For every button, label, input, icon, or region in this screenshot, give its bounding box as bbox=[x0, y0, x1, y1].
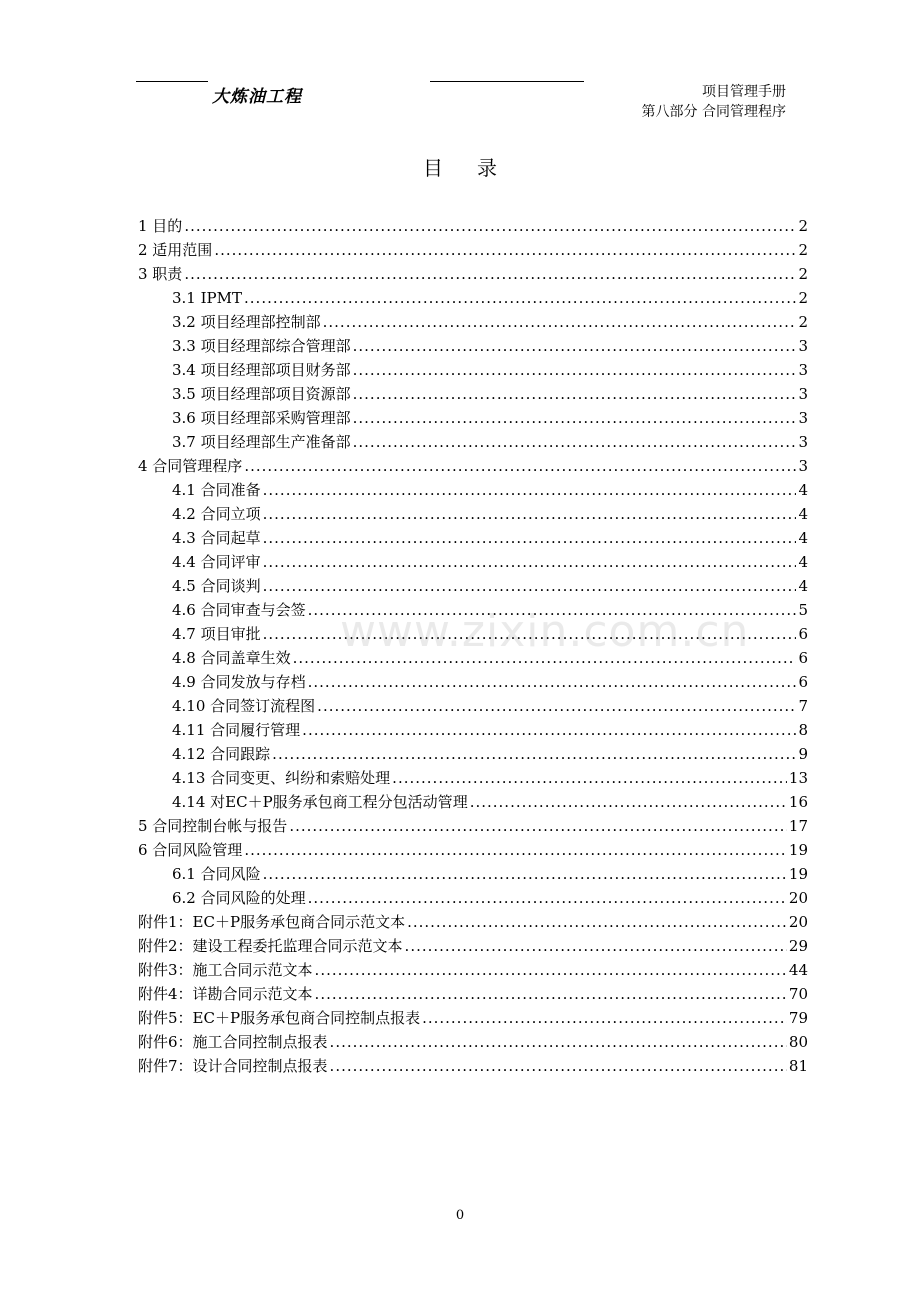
toc-entry-label: 4.6 合同审查与会签 bbox=[172, 601, 306, 619]
toc-entry[interactable] bbox=[138, 1006, 808, 1030]
toc-entry[interactable] bbox=[138, 958, 808, 982]
toc-entry-page: 70 bbox=[788, 985, 808, 1003]
toc-leader-dots bbox=[302, 718, 796, 742]
toc-entry-page: 6 bbox=[798, 625, 808, 643]
toc-entry-page: 20 bbox=[788, 889, 808, 907]
toc-entry-label: 4.8 合同盖章生效 bbox=[172, 649, 291, 667]
toc-entry-label: 4.4 合同评审 bbox=[172, 553, 261, 571]
toc-leader-dots bbox=[392, 766, 787, 790]
toc-entry-page: 3 bbox=[798, 361, 808, 379]
toc-entry[interactable] bbox=[138, 262, 808, 286]
toc-entry[interactable] bbox=[138, 430, 808, 454]
toc-entry-label: 6.1 合同风险 bbox=[172, 865, 261, 883]
toc-entry[interactable] bbox=[138, 1030, 808, 1054]
toc-entry[interactable] bbox=[138, 214, 808, 238]
toc-entry[interactable] bbox=[138, 382, 808, 406]
toc-entry-label: 附件3：施工合同示范文本 bbox=[138, 961, 313, 979]
toc-entry-page: 3 bbox=[798, 433, 808, 451]
toc-leader-dots bbox=[289, 814, 787, 838]
toc-entry[interactable] bbox=[138, 694, 808, 718]
toc-entry[interactable] bbox=[138, 310, 808, 334]
toc-entry[interactable] bbox=[138, 886, 808, 910]
toc-leader-dots bbox=[422, 1006, 787, 1030]
toc-entry[interactable] bbox=[138, 406, 808, 430]
toc-leader-dots bbox=[405, 934, 787, 958]
toc-entry[interactable] bbox=[138, 1054, 808, 1078]
toc-entry-label: 4.12 合同跟踪 bbox=[172, 745, 271, 763]
toc-entry-page: 3 bbox=[798, 385, 808, 403]
toc-entry[interactable] bbox=[138, 670, 808, 694]
toc-entry-label: 4.2 合同立项 bbox=[172, 505, 261, 523]
toc-entry-page: 4 bbox=[798, 577, 808, 595]
toc-entry-page: 3 bbox=[798, 337, 808, 355]
toc-entry-page: 79 bbox=[788, 1009, 808, 1027]
toc-leader-dots bbox=[353, 334, 797, 358]
toc-leader-dots bbox=[330, 1030, 787, 1054]
toc-leader-dots bbox=[407, 910, 787, 934]
page-title: 目录 bbox=[423, 156, 531, 180]
toc-entry[interactable] bbox=[138, 742, 808, 766]
toc-entry[interactable] bbox=[138, 574, 808, 598]
toc-entry-page: 6 bbox=[798, 649, 808, 667]
toc-leader-dots bbox=[353, 406, 797, 430]
toc-leader-dots bbox=[263, 550, 797, 574]
toc-leader-dots bbox=[353, 382, 797, 406]
toc-entry[interactable] bbox=[138, 286, 808, 310]
toc-entry[interactable] bbox=[138, 454, 808, 478]
toc-entry-page: 2 bbox=[798, 313, 808, 331]
toc-entry-page: 2 bbox=[798, 289, 808, 307]
toc-leader-dots bbox=[315, 982, 787, 1006]
toc-entry-page: 6 bbox=[798, 673, 808, 691]
toc-entry-page: 9 bbox=[798, 745, 808, 763]
toc-leader-dots bbox=[330, 1054, 787, 1078]
toc-entry[interactable] bbox=[138, 358, 808, 382]
toc-entry-page: 80 bbox=[788, 1033, 808, 1051]
toc-leader-dots bbox=[244, 454, 796, 478]
toc-entry-label: 4.13 合同变更、纠纷和索赔处理 bbox=[172, 769, 391, 787]
toc-leader-dots bbox=[317, 694, 796, 718]
toc-entry-page: 16 bbox=[788, 793, 808, 811]
toc-entry-page: 17 bbox=[788, 817, 808, 835]
toc-entry-label: 4.9 合同发放与存档 bbox=[172, 673, 306, 691]
toc-leader-dots bbox=[263, 862, 787, 886]
toc-entry-page: 44 bbox=[788, 961, 808, 979]
toc-entry-label: 4.3 合同起草 bbox=[172, 529, 261, 547]
toc-entry[interactable] bbox=[138, 766, 808, 790]
toc-entry[interactable] bbox=[138, 718, 808, 742]
toc-entry-label: 2 适用范围 bbox=[138, 241, 213, 259]
page-number: 0 bbox=[455, 1208, 465, 1223]
toc-entry-label: 附件6：施工合同控制点报表 bbox=[138, 1033, 328, 1051]
toc-entry-page: 3 bbox=[798, 457, 808, 475]
toc-entry-page: 4 bbox=[798, 553, 808, 571]
toc-entry-label: 5 合同控制台帐与报告 bbox=[138, 817, 288, 835]
toc-entry-label: 3.2 项目经理部控制部 bbox=[172, 313, 321, 331]
toc-entry-label: 3.1 IPMT bbox=[172, 289, 243, 307]
toc-entry[interactable] bbox=[138, 334, 808, 358]
toc-leader-dots bbox=[263, 478, 797, 502]
toc-entry[interactable] bbox=[138, 502, 808, 526]
toc-entry-label: 附件1：EC＋P服务承包商合同示范文本 bbox=[138, 913, 406, 931]
toc-entry-label: 4.5 合同谈判 bbox=[172, 577, 261, 595]
toc-entry-page: 3 bbox=[798, 409, 808, 427]
toc-entry-page: 5 bbox=[798, 601, 808, 619]
toc-entry-label: 1 目的 bbox=[138, 217, 183, 235]
toc-entry[interactable] bbox=[138, 550, 808, 574]
toc-entry-page: 20 bbox=[788, 913, 808, 931]
toc-entry-page: 13 bbox=[788, 769, 808, 787]
toc-entry-label: 3.7 项目经理部生产准备部 bbox=[172, 433, 351, 451]
toc-leader-dots bbox=[244, 838, 787, 862]
brand-text: 大炼油工程 bbox=[212, 87, 302, 107]
toc-leader-dots bbox=[263, 502, 797, 526]
toc-leader-dots bbox=[315, 958, 787, 982]
section-title: 第八部分 合同管理程序 bbox=[641, 104, 786, 120]
toc-entry-page: 19 bbox=[788, 841, 808, 859]
toc-entry-label: 4.11 合同履行管理 bbox=[172, 721, 301, 739]
toc-leader-dots bbox=[308, 886, 787, 910]
toc-entry-label: 3.5 项目经理部项目资源部 bbox=[172, 385, 351, 403]
toc-entry-page: 2 bbox=[798, 241, 808, 259]
toc-entry-label: 6 合同风险管理 bbox=[138, 841, 243, 859]
toc-entry[interactable] bbox=[138, 814, 808, 838]
toc-entry-label: 附件7：设计合同控制点报表 bbox=[138, 1057, 328, 1075]
toc-entry-page: 7 bbox=[798, 697, 808, 715]
toc-entry[interactable] bbox=[138, 934, 808, 958]
toc-entry[interactable] bbox=[138, 526, 808, 550]
toc-entry-page: 8 bbox=[798, 721, 808, 739]
toc-entry-page: 4 bbox=[798, 529, 808, 547]
toc-entry[interactable] bbox=[138, 982, 808, 1006]
toc-entry-page: 29 bbox=[788, 937, 808, 955]
header-rule-left bbox=[136, 81, 208, 82]
toc-entry[interactable] bbox=[138, 478, 808, 502]
toc-leader-dots bbox=[263, 574, 797, 598]
toc-entry[interactable] bbox=[138, 910, 808, 934]
toc-leader-dots bbox=[353, 430, 797, 454]
toc-entry-label: 4.10 合同签订流程图 bbox=[172, 697, 316, 715]
toc-entry-label: 附件2：建设工程委托监理合同示范文本 bbox=[138, 937, 403, 955]
toc-leader-dots bbox=[263, 526, 797, 550]
toc-entry-page: 2 bbox=[798, 217, 808, 235]
toc-leader-dots bbox=[214, 238, 796, 262]
toc-entry-page: 4 bbox=[798, 505, 808, 523]
toc-leader-dots bbox=[308, 670, 797, 694]
manual-title: 项目管理手册 bbox=[702, 84, 786, 100]
toc-entry[interactable] bbox=[138, 862, 808, 886]
toc-entry[interactable] bbox=[138, 238, 808, 262]
toc-leader-dots bbox=[470, 790, 787, 814]
toc-entry-label: 3.3 项目经理部综合管理部 bbox=[172, 337, 351, 355]
toc-entry-label: 3.6 项目经理部采购管理部 bbox=[172, 409, 351, 427]
toc-entry-label: 4.7 项目审批 bbox=[172, 625, 261, 643]
toc-leader-dots bbox=[184, 214, 796, 238]
toc-entry[interactable] bbox=[138, 790, 808, 814]
toc-entry-label: 3 职责 bbox=[138, 265, 183, 283]
toc-entry-page: 19 bbox=[788, 865, 808, 883]
toc-leader-dots bbox=[323, 310, 797, 334]
toc-entry-label: 附件4：详勘合同示范文本 bbox=[138, 985, 313, 1003]
toc-entry-label: 附件5：EC＋P服务承包商合同控制点报表 bbox=[138, 1009, 421, 1027]
toc-entry[interactable] bbox=[138, 838, 808, 862]
toc-leader-dots bbox=[184, 262, 796, 286]
toc-entry-label: 6.2 合同风险的处理 bbox=[172, 889, 306, 907]
toc-entry-page: 4 bbox=[798, 481, 808, 499]
toc-leader-dots bbox=[272, 742, 796, 766]
toc-entry-page: 2 bbox=[798, 265, 808, 283]
toc-leader-dots bbox=[244, 286, 796, 310]
toc-leader-dots bbox=[353, 358, 797, 382]
watermark: www.zixin.com.cn bbox=[340, 606, 750, 657]
toc-entry-label: 4.14 对EC＋P服务承包商工程分包活动管理 bbox=[172, 793, 468, 811]
toc-entry-page: 81 bbox=[788, 1057, 808, 1075]
header-rule-right bbox=[430, 81, 584, 82]
toc-entry-label: 3.4 项目经理部项目财务部 bbox=[172, 361, 351, 379]
toc-entry-label: 4.1 合同准备 bbox=[172, 481, 261, 499]
toc-entry-label: 4 合同管理程序 bbox=[138, 457, 243, 475]
